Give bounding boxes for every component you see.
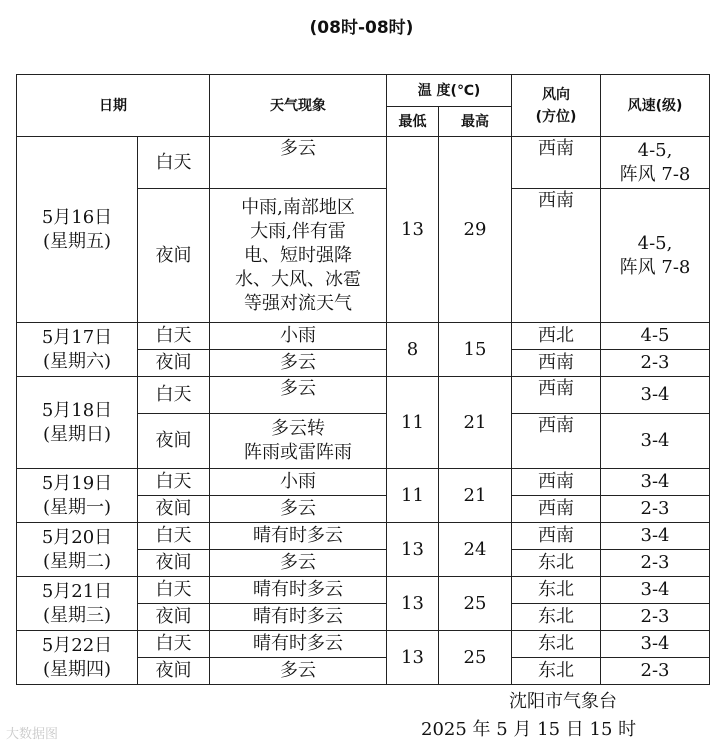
temp-min: 13 [387, 137, 439, 323]
period-label: 夜间 [138, 550, 210, 577]
weather-phenomenon: 多云 [210, 658, 387, 685]
wind-direction: 西南 [512, 350, 601, 377]
table-row [17, 137, 710, 189]
temp-max: 21 [439, 377, 512, 469]
period-label: 白天 [138, 577, 210, 604]
temp-max: 25 [439, 577, 512, 631]
period-label: 白天 [138, 377, 210, 414]
wind-direction: 东北 [512, 604, 601, 631]
date-cell: 5月18日 (星期日) [17, 377, 138, 469]
wind-speed: 4-5, 阵风 7-8 [601, 137, 710, 189]
wind-direction: 西南 [512, 414, 601, 469]
table-row [17, 523, 710, 550]
weather-phenomenon: 小雨 [210, 323, 387, 350]
wind-speed: 3-4 [601, 469, 710, 496]
period-label: 夜间 [138, 658, 210, 685]
temp-min: 13 [387, 577, 439, 631]
header-date: 日期 [17, 75, 210, 137]
period-label: 夜间 [138, 604, 210, 631]
wind-speed: 3-4 [601, 523, 710, 550]
temp-max: 25 [439, 631, 512, 685]
temp-min: 13 [387, 631, 439, 685]
wind-direction: 东北 [512, 631, 601, 658]
wind-speed: 2-3 [601, 658, 710, 685]
temp-max: 15 [439, 323, 512, 377]
weather-phenomenon: 多云转 阵雨或雷阵雨 [210, 414, 387, 469]
date-cell: 5月22日 (星期四) [17, 631, 138, 685]
temp-min: 13 [387, 523, 439, 577]
date-cell: 5月20日 (星期二) [17, 523, 138, 577]
wind-speed: 2-3 [601, 350, 710, 377]
period-label: 夜间 [138, 496, 210, 523]
wind-speed: 2-3 [601, 604, 710, 631]
weather-phenomenon: 晴有时多云 [210, 604, 387, 631]
weather-phenomenon: 多云 [210, 377, 387, 414]
weather-phenomenon: 晴有时多云 [210, 577, 387, 604]
period-label: 白天 [138, 137, 210, 189]
wind-direction: 东北 [512, 658, 601, 685]
period-label: 白天 [138, 523, 210, 550]
forecast-period-title: (08时-08时) [309, 18, 414, 38]
wind-speed: 4-5, 阵风 7-8 [601, 189, 710, 323]
wind-direction: 东北 [512, 577, 601, 604]
wind-speed: 3-4 [601, 631, 710, 658]
wind-speed: 4-5 [601, 323, 710, 350]
date-cell: 5月19日 (星期一) [17, 469, 138, 523]
weather-phenomenon: 小雨 [210, 469, 387, 496]
table-row [17, 377, 710, 414]
weather-phenomenon: 多云 [210, 137, 387, 189]
header-wind-speed: 风速(级) [601, 75, 710, 137]
wind-direction: 西南 [512, 496, 601, 523]
wind-direction: 东北 [512, 550, 601, 577]
temp-max: 24 [439, 523, 512, 577]
wind-direction: 西南 [512, 189, 601, 323]
table-row [17, 323, 710, 350]
weather-phenomenon: 多云 [210, 496, 387, 523]
wind-speed: 2-3 [601, 550, 710, 577]
table-row [17, 631, 710, 658]
header-temp-min: 最低 [387, 107, 439, 137]
wind-direction: 西南 [512, 377, 601, 414]
watermark-logo: 大数据图 [6, 727, 59, 742]
header-temperature: 温 度(℃) [387, 75, 512, 107]
date-cell: 5月17日 (星期六) [17, 323, 138, 377]
period-label: 夜间 [138, 350, 210, 377]
wind-speed: 3-4 [601, 414, 710, 469]
period-label: 白天 [138, 631, 210, 658]
issuing-organization: 沈阳市气象台 [509, 691, 617, 712]
header-temp-max: 最高 [439, 107, 512, 137]
weather-phenomenon: 晴有时多云 [210, 631, 387, 658]
period-label: 白天 [138, 469, 210, 496]
date-cell: 5月16日 (星期五) [17, 137, 138, 323]
header-wind-direction: 风向 (方位) [512, 75, 601, 137]
period-label: 夜间 [138, 189, 210, 323]
temp-min: 11 [387, 469, 439, 523]
temp-min: 11 [387, 377, 439, 469]
weather-forecast-table [16, 74, 710, 685]
temp-max: 29 [439, 137, 512, 323]
wind-speed: 2-3 [601, 496, 710, 523]
wind-direction: 西南 [512, 137, 601, 189]
period-label: 白天 [138, 323, 210, 350]
wind-direction: 西南 [512, 523, 601, 550]
temp-max: 21 [439, 469, 512, 523]
weather-phenomenon: 晴有时多云 [210, 523, 387, 550]
wind-direction: 西南 [512, 469, 601, 496]
weather-phenomenon: 多云 [210, 550, 387, 577]
weather-phenomenon: 多云 [210, 350, 387, 377]
issue-time: 2025 年 5 月 15 日 15 时 [421, 719, 637, 740]
table-row [17, 469, 710, 496]
temp-min: 8 [387, 323, 439, 377]
table-row [17, 577, 710, 604]
wind-speed: 3-4 [601, 577, 710, 604]
date-cell: 5月21日 (星期三) [17, 577, 138, 631]
wind-direction: 西北 [512, 323, 601, 350]
header-weather-phenomenon: 天气现象 [210, 75, 387, 137]
weather-phenomenon: 中雨,南部地区 大雨,伴有雷 电、短时强降 水、大风、冰雹 等强对流天气 [210, 189, 387, 323]
wind-speed: 3-4 [601, 377, 710, 414]
period-label: 夜间 [138, 414, 210, 469]
